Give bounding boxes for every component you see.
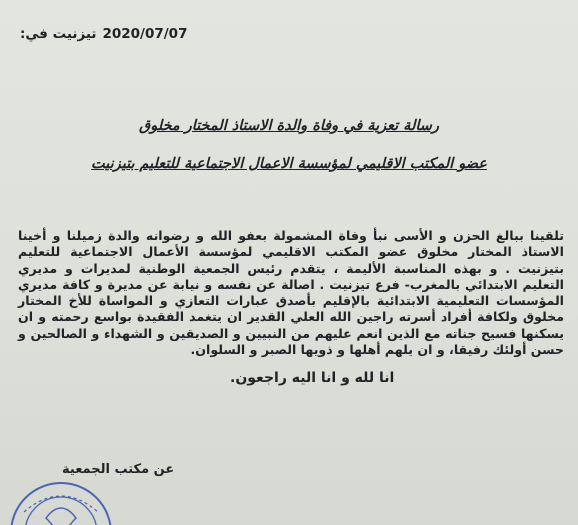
association-stamp	[6, 478, 116, 525]
body-paragraph: تلقينا ببالغ الحزن و الأسى نبأ وفاة المشمولة بعفو الله و رضوانه والدة زميلنا و أخينا الاستاذ المختار مخلوق عضو المكتب الاقليمي لمؤسسة الأعمال الاجتماعية للتعليم بتيزنيت . و بهذه المناسبة الأليمة ، يتقدم رئيس الجمعية الوطنية لمديرات و مديري التعليم الابتدائي بالمغرب- فرع تيزنيت . اصالة عن نفسه و نيابة عن مديرة و كافة مديري المؤسسات التعليمية الابتدائية بالإقليم بأصدق عبارات التعازي و المواساة للأخ المختار مخلوق ولكافة أفراد أسرته راجين الله العلي القدير ان يتغمد الفقيدة بواسع رحمته و ان يسكنها فسيح جناته مع الذين انعم عليهم من النبيين و الصديقين و الشهداء و الصالحين و حسن أولئك رفيقا، و ان يلهم أهلها و ذويها الصبر و السلوان.	[18, 228, 564, 358]
letter-title: رسالة تعزية في وفاة والدة الاستاذ المختار مخلوق	[139, 118, 439, 134]
signature-line: عن مكتب الجمعية	[62, 462, 175, 477]
letter-body	[18, 228, 564, 358]
letter-subtitle: عضو المكتب الاقليمي لمؤسسة الاعمال الاجتماعية للتعليم بتيزنيت	[91, 156, 487, 172]
letter-date: 2020/07/07	[102, 26, 188, 42]
closing-verse: انا لله و انا اليه راجعون.	[230, 370, 395, 386]
date-label: تيزنيت في:	[20, 26, 97, 42]
date-line	[20, 26, 187, 42]
